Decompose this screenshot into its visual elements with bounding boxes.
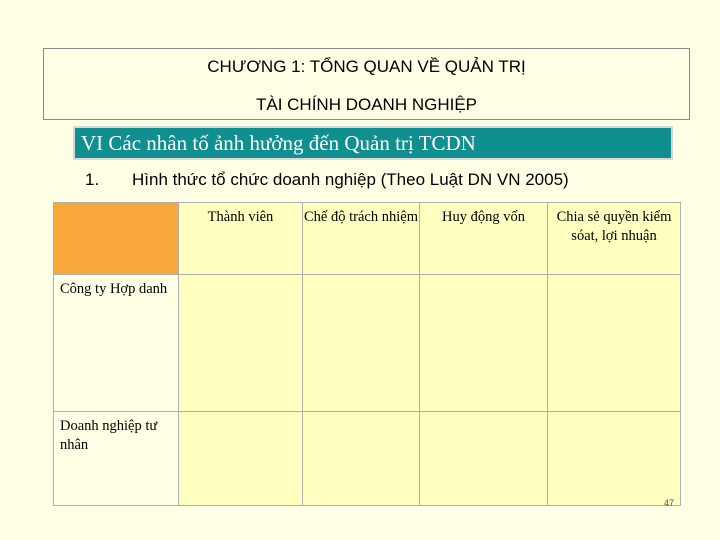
table-cell[interactable] bbox=[548, 412, 681, 506]
table-cell[interactable] bbox=[548, 275, 681, 412]
business-forms-table bbox=[53, 202, 681, 506]
table-row bbox=[54, 275, 681, 412]
table-cell[interactable] bbox=[303, 412, 420, 506]
table-cell[interactable] bbox=[420, 412, 548, 506]
table-cell[interactable] bbox=[420, 275, 548, 412]
list-item-text: Hình thức tổ chức doanh nghiệp (Theo Luật DN VN 2005) bbox=[132, 170, 569, 189]
table-header-row bbox=[54, 203, 681, 275]
header-chia-se-quyen: Chia sẻ quyền kiểm sóat, lợi nhuận bbox=[548, 203, 681, 275]
header-huy-dong-von: Huy động vốn bbox=[420, 203, 548, 275]
header-thanh-vien: Thành viên bbox=[179, 203, 303, 275]
page-number: 47 bbox=[664, 498, 675, 508]
row-label-doanh-nghiep-tu-nhan: Doanh nghiệp tư nhân bbox=[54, 412, 179, 506]
row-label-cong-ty-hop-danh: Công ty Hợp danh bbox=[54, 275, 179, 412]
table-cell[interactable] bbox=[179, 412, 303, 506]
table-row bbox=[54, 412, 681, 506]
slide-title-box bbox=[43, 48, 690, 120]
table-cell[interactable] bbox=[179, 275, 303, 412]
title-line-2: TÀI CHÍNH DOANH NGHIỆP bbox=[255, 95, 478, 114]
list-item-number: 1. bbox=[85, 170, 100, 189]
table-cell[interactable] bbox=[303, 275, 420, 412]
table-corner-cell bbox=[54, 203, 179, 275]
title-line-1: CHƯƠNG 1: TỔNG QUAN VỀ QUẢN TRỊ bbox=[207, 57, 526, 76]
section-heading: VI Các nhân tố ảnh hưởng đến Quản trị TCDN bbox=[73, 126, 673, 160]
header-che-do-trach-nhiem: Chế độ trách nhiệm bbox=[303, 203, 420, 275]
